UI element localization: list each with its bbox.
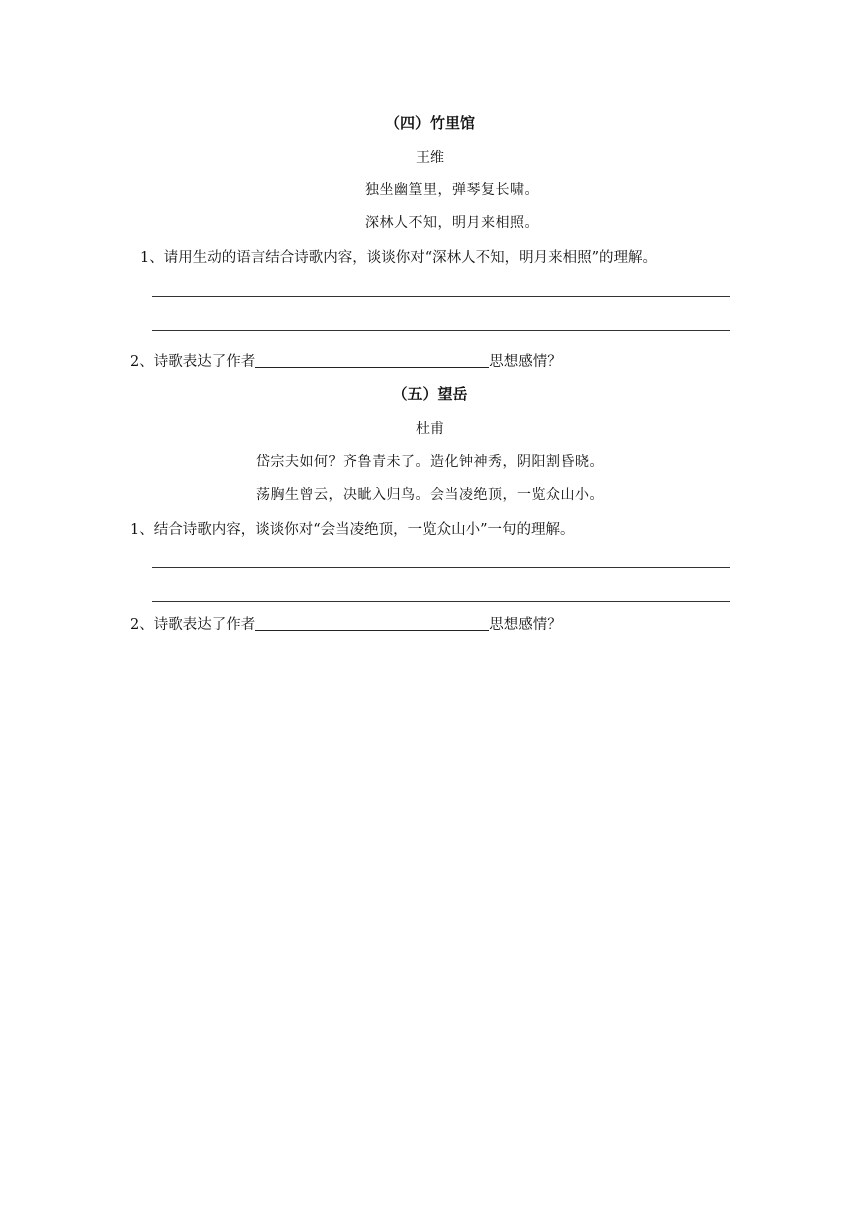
answer-line[interactable] <box>152 330 730 331</box>
question-2-suffix: 思想感情？ <box>489 354 562 370</box>
poem-author: 王维 <box>416 150 444 166</box>
question-2 <box>130 613 562 634</box>
poem-line: 岱宗夫如何？齐鲁青未了。造化钟神秀，阴阳割昏晓。 <box>256 454 604 470</box>
fill-in-blank[interactable] <box>255 615 489 631</box>
poem-line: 荡胸生曾云，决眦入归鸟。会当凌绝顶，一览众山小。 <box>256 487 604 503</box>
poem-line: 深林人不知，明月来相照。 <box>365 215 539 231</box>
poem-title: （四）竹里馆 <box>384 114 475 132</box>
poem-author: 杜甫 <box>416 421 444 437</box>
answer-line[interactable] <box>152 296 730 297</box>
question-1: 1、结合诗歌内容，谈谈你对“会当凌绝顶，一览众山小”一句的理解。 <box>130 522 575 538</box>
question-2-prefix: 2、诗歌表达了作者 <box>130 617 256 633</box>
question-1: 1、请用生动的语言结合诗歌内容，谈谈你对“深林人不知，明月来相照”的理解。 <box>140 250 658 266</box>
answer-line[interactable] <box>152 567 730 568</box>
poem-title: （五）望岳 <box>392 385 468 403</box>
fill-in-blank[interactable] <box>255 352 489 368</box>
answer-line[interactable] <box>152 601 730 602</box>
poem-line: 独坐幽篁里，弹琴复长啸。 <box>365 182 539 198</box>
question-2-prefix: 2、诗歌表达了作者 <box>130 354 256 370</box>
question-2 <box>130 350 562 371</box>
question-2-suffix: 思想感情？ <box>489 617 562 633</box>
